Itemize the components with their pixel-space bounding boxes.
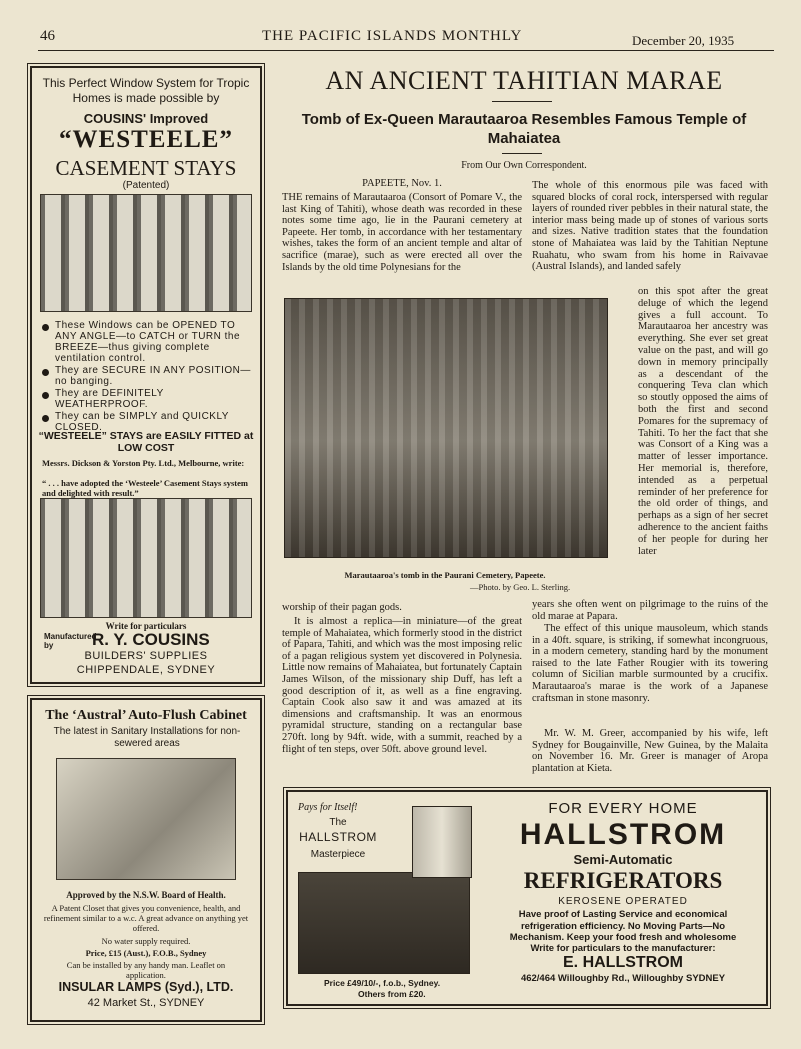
ad-bullets — [42, 320, 252, 433]
hallstrom-tagline: Pays for Itself! — [298, 802, 358, 813]
austral-address: 42 Market St., SYDNEY — [87, 997, 205, 1009]
bullet-item — [42, 388, 252, 410]
hallstrom-write-to: Write for particulars to the manufacturer: — [530, 943, 716, 954]
hallstrom-the: The — [329, 817, 347, 828]
ad-intro: This Perfect Window System for Tropic Homes is made possible by — [42, 76, 250, 105]
article-byline: From Our Own Correspondent. — [461, 160, 587, 171]
publication-title: THE PACIFIC ISLANDS MONTHLY — [262, 28, 523, 44]
windows-photo — [40, 194, 252, 312]
bullet-item — [42, 365, 252, 387]
hallstrom-brand: HALLSTROM — [519, 818, 727, 851]
header-rule — [38, 50, 774, 51]
refrigerator-tank — [412, 806, 472, 878]
austral-company: INSULAR LAMPS (Syd.), LTD. — [58, 980, 234, 994]
article-col2-wrap: on this spot after the great deluge of which the legend gives a full account. To Marautaaroa her ancestry was everything. She ever set great value on the past, and will go down in memory principally as a descendant of the conquering Teva clan which so stoutly opposed the aims of both the first and second Pomares for the supremacy of Tahiti. To her the fact that she was Consort of a King was a matter of lesser importance. Her memorial is, therefore, intended as a perpetual reminder of her preference for the old order of things, and perhaps as a sign of her secret adherence to the ancient faiths of her people for during her later — [638, 286, 768, 557]
article-headline: AN ANCIENT TAHITIAN MARAE — [325, 66, 723, 95]
austral-approved: Approved by the N.S.W. Board of Health. — [66, 890, 226, 900]
ad-patented: (Patented) — [122, 180, 170, 191]
austral-no-water: No water supply required. — [101, 936, 191, 946]
ad-manufactured-by: Manufactured by — [44, 632, 97, 650]
austral-title: The ‘Austral’ Auto-Flush Cabinet — [45, 708, 247, 723]
austral-install: Can be installed by any handy man. Leaflet on application. — [66, 960, 226, 980]
hallstrom-kerosene: KEROSENE OPERATED — [558, 896, 688, 907]
article-dateline: PAPEETE, Nov. 1. — [362, 178, 442, 189]
ad-location: CHIPPENDALE, SYDNEY — [76, 664, 216, 676]
photo-credit: —Photo. by Geo. L. Sterling. — [470, 582, 571, 592]
ad-testimonial: “ . . . have adopted the ‘Westeele’ Casement Stays system and delighted with result.” — [42, 478, 248, 498]
austral-price: Price, £15 (Aust.), F.O.B., Sydney — [85, 948, 207, 958]
bullet-icon — [42, 415, 49, 422]
hallstrom-price: Price £49/10/-, f.o.b., Sydney. — [324, 978, 441, 988]
ad-write-for: Write for particulars — [105, 621, 187, 631]
hallstrom-product: REFRIGERATORS — [523, 868, 723, 893]
photo-caption: Marautaaroa's tomb in the Paurani Cemetery, Papeete. — [344, 570, 546, 580]
marae-photo — [284, 298, 608, 558]
bullet-icon — [42, 392, 49, 399]
bullet-icon — [42, 324, 49, 331]
article-col1-p2: worship of their pagan gods. — [282, 602, 402, 613]
hallstrom-address: 462/464 Willoughby Rd., Willoughby SYDNEY — [520, 973, 726, 984]
ad-hallstrom — [286, 790, 768, 1006]
news-item: Mr. W. M. Greer, accompanied by his wife, left Sydney for Bougainville, New Guinea, by the Malaita on November 16. Mr. Greer is manager of Aropa plantation at Kieta. — [532, 728, 768, 774]
ad-testimonial-from: Messrs. Dickson & Yorston Pty. Ltd., Melbourne, write: — [42, 458, 245, 468]
austral-subtitle: The latest in Sanitary Installations for non-sewered areas — [53, 726, 241, 749]
ad-brand: COUSINS' Improved — [83, 111, 209, 126]
article-col2-p3: The effect of this unique mausoleum, which stands in a 40ft. square, is striking, if somewhat incongruous, in a modern cemetery, standing hard by the monument raised to the late Father Rougier with its towering column of Sicilian marble surmounted by a crucifix. Marautaaroa's marae is the work of a Japanese craftsman in stone masonry. — [532, 623, 768, 704]
hallstrom-features: Have proof of Lasting Service and economical refrigeration efficiency. No Moving Parts—No Mechanism. Keep your food fresh and wholesome — [509, 909, 737, 943]
bullet-text: They are DEFINITELY WEATHERPROOF. — [55, 388, 164, 410]
subheadline-rule — [502, 153, 542, 154]
headline-rule — [492, 101, 552, 102]
cabinet-photo — [56, 758, 236, 880]
hallstrom-masterpiece: Masterpiece — [310, 849, 366, 860]
bullet-text: They can be SIMPLY and QUICKLY CLOSED. — [55, 411, 229, 433]
ad-product: “WESTEELE” — [59, 126, 233, 153]
bullet-item — [42, 320, 252, 364]
article-col1-p1: THE remains of Marautaaroa (Consort of Pomare V., the last King of Tahiti), whose death was recorded in these notes some time ago, lie in the Paurani cemetery at Papeete. Her tomb, in accordance with her testamentary wishes, takes the form of an ancient temple and altar of sacrifice (marae), such as were erected all over the Islands by the old time Polynesians for the — [282, 192, 522, 273]
refrigerator-photo — [298, 872, 470, 974]
article-col1-p3: It is almost a replica—in miniature—of the great temple of Mahaiatea, which formerly stood in the district of Papara, Tahiti, and which was the most imposing relic of a pagan religious system yet discovered in Polynesia. Little now remains of Mahaiatea, but fortunately Captain James Wilson, of the missionary ship Duff, has left a good description of it, as well as a fine engraving. Captain Cook also saw it and was amazed at its dimensions and craftsmanship. It was an enormous pyramidal structure, standing on a rectangular base 270ft. long by 94ft. wide, with a summit, reached by a flight of ten steps, over 50ft. above ground level. — [282, 616, 522, 755]
ad-manufacturer: R. Y. COUSINS — [92, 630, 210, 649]
hallstrom-maker: E. HALLSTROM — [563, 954, 683, 971]
article-col2-p2: years she often went on pilgrimage to the ruins of the old marae at Papara. — [532, 599, 768, 622]
bullet-icon — [42, 369, 49, 376]
hallstrom-others: Others from £20. — [358, 989, 426, 999]
ad-westeele — [30, 66, 262, 684]
ad-subtitle: CASEMENT STAYS — [55, 156, 237, 180]
article-subheadline: Tomb of Ex-Queen Marautaaroa Resembles Famous Temple of Mahaiatea — [301, 111, 747, 147]
ad-claim: “WESTEELE” STAYS are EASILY FITTED at LOW COST — [38, 430, 254, 454]
ad-austral — [30, 698, 262, 1022]
ad-supplies: BUILDERS' SUPPLIES — [84, 650, 208, 662]
hallstrom-for-every-home: FOR EVERY HOME — [548, 800, 698, 817]
windows-photo-2 — [40, 498, 252, 618]
hallstrom-semi-auto: Semi-Automatic — [573, 852, 673, 867]
hallstrom-brand-small: HALLSTROM — [299, 830, 377, 844]
austral-description: A Patent Closet that gives you convenience, health, and refinement similar to a w.c. A great advance on anything yet offered. — [43, 903, 249, 933]
article-col2-p1: The whole of this enormous pile was faced with squared blocks of coral rock, interspersed with regular layers of rounded river pebbles in their natural state, the interior mass being made up of stones of various sorts and sizes. Native tradition states that the foundation stone of Mahaiatea was laid by the Tahitian Neptune Ruahatu, who swam from his home in Raivavae (Austral Islands), and landed safely — [532, 180, 768, 273]
page-number: 46 — [40, 28, 55, 44]
bullet-text: They are SECURE IN ANY POSITION—no banging. — [55, 365, 251, 387]
bullet-text: These Windows can be OPENED TO ANY ANGLE—to CATCH or TURN the BREEZE—thus giving complete ventilation control. — [55, 320, 241, 364]
issue-date: December 20, 1935 — [632, 33, 735, 48]
